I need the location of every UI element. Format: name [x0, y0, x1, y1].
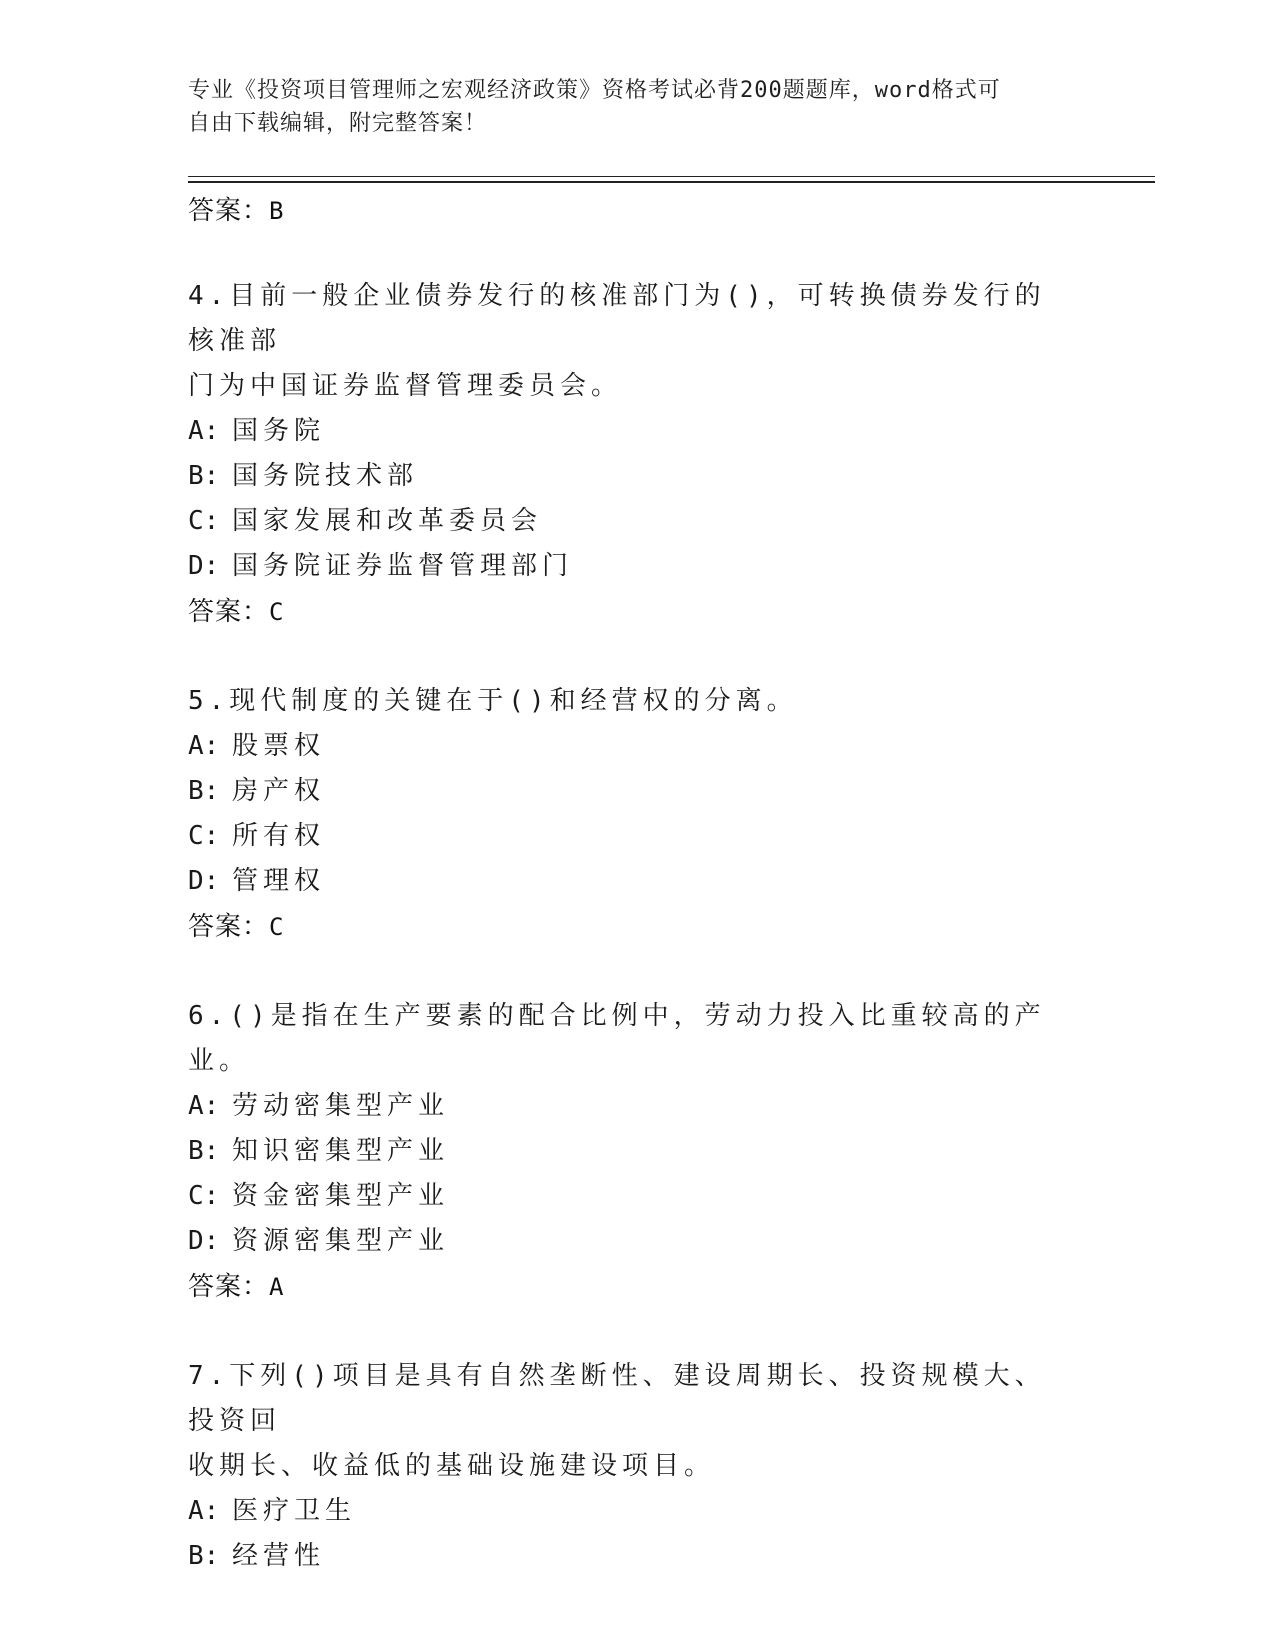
answer-line — [188, 188, 1088, 234]
option-letter: C: — [188, 1181, 220, 1211]
option-letter: D: — [188, 551, 220, 581]
answer-value: C — [269, 913, 285, 941]
answer-line — [188, 589, 1088, 635]
answer-line — [188, 904, 1088, 950]
option-letter: B: — [188, 1541, 220, 1571]
answer-label: 答案： — [188, 597, 270, 627]
question-line-1: 5.现代制度的关键在于()和经营权的分离。 — [188, 686, 798, 716]
option-c — [188, 814, 1088, 859]
option-a — [188, 724, 1088, 769]
question-text — [188, 679, 1068, 724]
answer-label: 答案： — [188, 912, 270, 942]
question-5 — [188, 679, 1088, 950]
option-c — [188, 499, 1088, 544]
option-text: 房产权 — [232, 776, 326, 806]
option-text: 资金密集型产业 — [232, 1181, 450, 1211]
question-text — [188, 274, 1068, 409]
answer-label: 答案： — [188, 196, 270, 226]
option-text: 医疗卫生 — [232, 1496, 357, 1526]
header-line-1: 专业《投资项目管理师之宏观经济政策》资格考试必背200题题库，word格式可 — [188, 78, 1001, 103]
question-line-1: 6.()是指在生产要素的配合比例中，劳动力投入比重较高的产业。 — [188, 1001, 1046, 1076]
answer-value: C — [269, 598, 285, 626]
question-line-1: 7.下列()项目是具有自然垄断性、建设周期长、投资规模大、投资回 — [188, 1361, 1046, 1436]
option-letter: D: — [188, 866, 220, 896]
answer-value: A — [269, 1273, 285, 1301]
option-text: 资源密集型产业 — [232, 1226, 450, 1256]
question-text — [188, 1354, 1068, 1489]
option-a — [188, 1084, 1088, 1129]
option-text: 经营性 — [232, 1541, 326, 1571]
option-a — [188, 1489, 1088, 1534]
option-d — [188, 544, 1088, 589]
header-divider-thick — [188, 181, 1155, 183]
question-4 — [188, 274, 1088, 635]
option-letter: C: — [188, 821, 220, 851]
question-text — [188, 994, 1068, 1084]
option-letter: A: — [188, 1091, 220, 1121]
header-line-2: 自由下载编辑，附完整答案！ — [188, 111, 488, 136]
option-b — [188, 1129, 1088, 1174]
question-7 — [188, 1354, 1088, 1579]
option-text: 股票权 — [232, 731, 326, 761]
option-letter: A: — [188, 731, 220, 761]
option-letter: A: — [188, 416, 220, 446]
option-text: 国务院 — [232, 416, 326, 446]
option-text: 所有权 — [232, 821, 326, 851]
option-d — [188, 859, 1088, 904]
option-letter: C: — [188, 506, 220, 536]
answer-line — [188, 1264, 1088, 1310]
document-header — [188, 74, 1068, 140]
option-d — [188, 1219, 1088, 1264]
option-text: 知识密集型产业 — [232, 1136, 450, 1166]
option-letter: B: — [188, 461, 220, 491]
option-text: 劳动密集型产业 — [232, 1091, 450, 1121]
option-a — [188, 409, 1088, 454]
question-line-1: 4.目前一般企业债券发行的核准部门为()，可转换债券发行的核准部 — [188, 281, 1046, 356]
option-letter: B: — [188, 776, 220, 806]
option-text: 国务院技术部 — [232, 461, 419, 491]
question-line-2: 门为中国证券监督管理委员会。 — [188, 371, 623, 401]
option-text: 国务院证券监督管理部门 — [232, 551, 574, 581]
answer-value: B — [269, 197, 285, 225]
option-letter: A: — [188, 1496, 220, 1526]
question-6 — [188, 994, 1088, 1310]
answer-label: 答案： — [188, 1272, 270, 1302]
option-c — [188, 1174, 1088, 1219]
option-letter: D: — [188, 1226, 220, 1256]
option-b — [188, 769, 1088, 814]
question-list — [188, 188, 1088, 1579]
header-divider-thin — [188, 176, 1155, 177]
option-text: 国家发展和改革委员会 — [232, 506, 543, 536]
option-b — [188, 1534, 1088, 1579]
question-line-2: 收期长、收益低的基础设施建设项目。 — [188, 1451, 716, 1481]
option-text: 管理权 — [232, 866, 326, 896]
option-b — [188, 454, 1088, 499]
option-letter: B: — [188, 1136, 220, 1166]
